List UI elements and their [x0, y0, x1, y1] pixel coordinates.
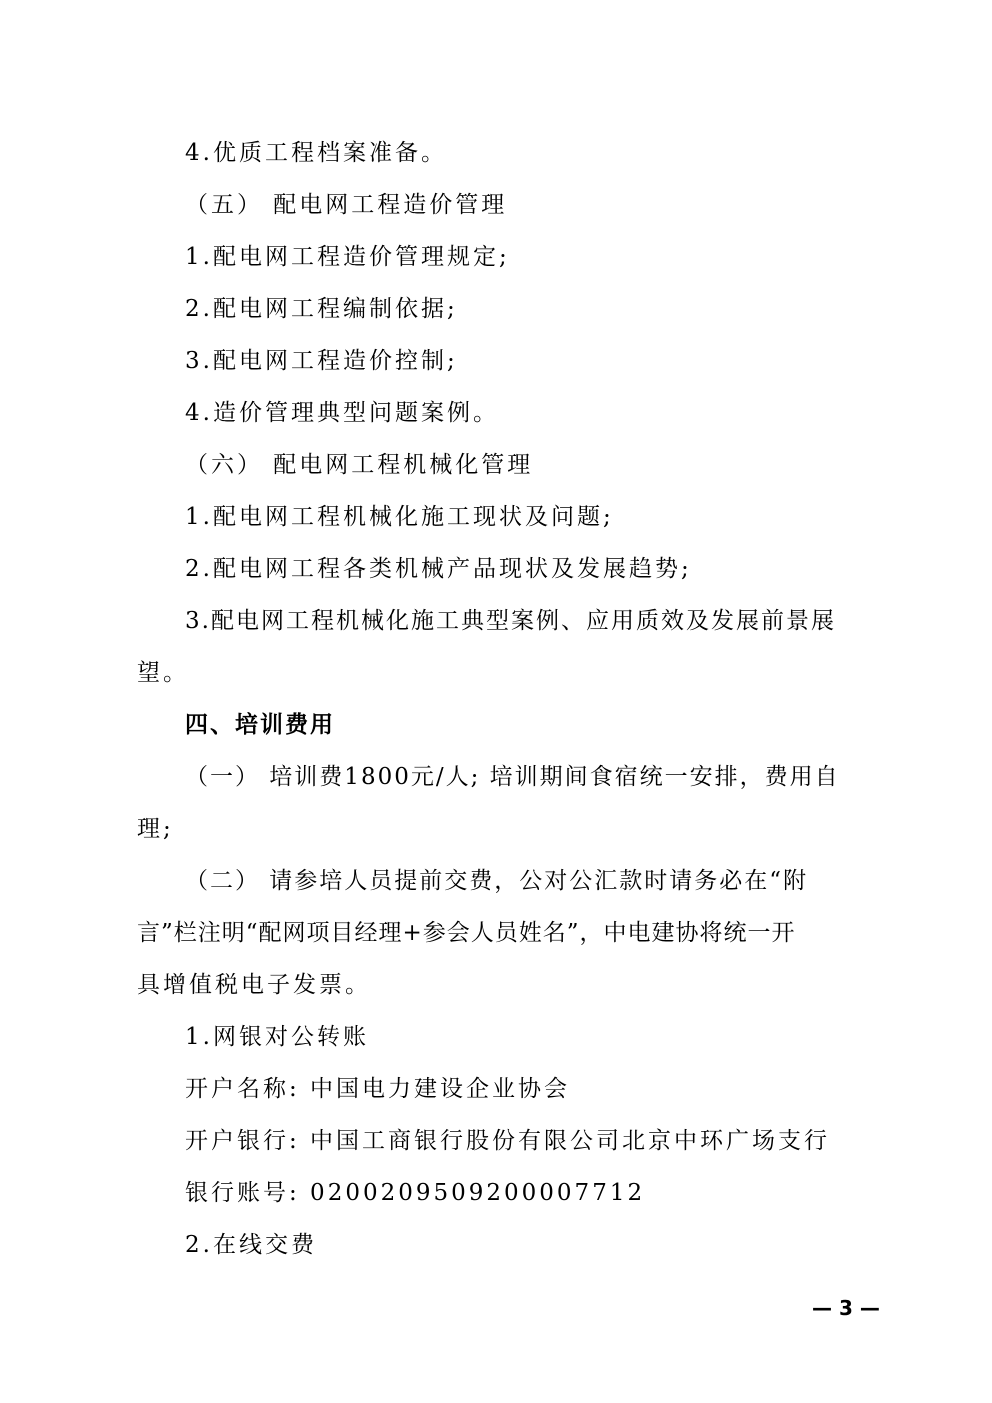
- list-item-machinery-trends: 2.配电网工程各类机械产品现状及发展趋势;: [185, 556, 692, 582]
- section-heading-training-fees: 四、培训费用: [185, 712, 335, 738]
- account-name: 开户名称: 中国电力建设企业协会: [185, 1076, 571, 1102]
- list-item-compilation-basis: 2.配电网工程编制依据;: [185, 296, 458, 322]
- list-item-mechanization-cases: 3.配电网工程机械化施工典型案例、应用质效及发展前景展: [185, 608, 836, 634]
- fee-paragraph-two-end: 具增值税电子发票。: [137, 972, 371, 998]
- list-item-mechanization-status: 1.配电网工程机械化施工现状及问题;: [185, 504, 614, 530]
- fee-paragraph-one: （一） 培训费1800元/人; 培训期间食宿统一安排，费用自: [185, 764, 840, 790]
- list-item-archive-prep: 4.优质工程档案准备。: [185, 140, 447, 166]
- page-number: — 3 —: [812, 1296, 880, 1320]
- fee-paragraph-two-cont: 言”栏注明“配网项目经理+参会人员姓名”，中电建协将统一开: [137, 920, 796, 946]
- list-item-cost-control: 3.配电网工程造价控制;: [185, 348, 458, 374]
- list-item-cost-cases: 4.造价管理典型问题案例。: [185, 400, 499, 426]
- section-heading-cost-management: （五） 配电网工程造价管理: [185, 192, 508, 218]
- payment-method-transfer: 1.网银对公转账: [185, 1024, 369, 1050]
- fee-paragraph-two: （二） 请参培人员提前交费，公对公汇款时请务必在“附: [185, 868, 809, 894]
- account-number: 银行账号: 0200209509200007712: [185, 1180, 646, 1206]
- fee-paragraph-one-cont: 理;: [137, 816, 174, 842]
- list-item-mechanization-cases-cont: 望。: [137, 660, 189, 686]
- section-heading-mechanization: （六） 配电网工程机械化管理: [185, 452, 534, 478]
- list-item-cost-rules: 1.配电网工程造价管理规定;: [185, 244, 510, 270]
- payment-method-online: 2.在线交费: [185, 1232, 317, 1258]
- account-bank: 开户银行: 中国工商银行股份有限公司北京中环广场支行: [185, 1128, 831, 1154]
